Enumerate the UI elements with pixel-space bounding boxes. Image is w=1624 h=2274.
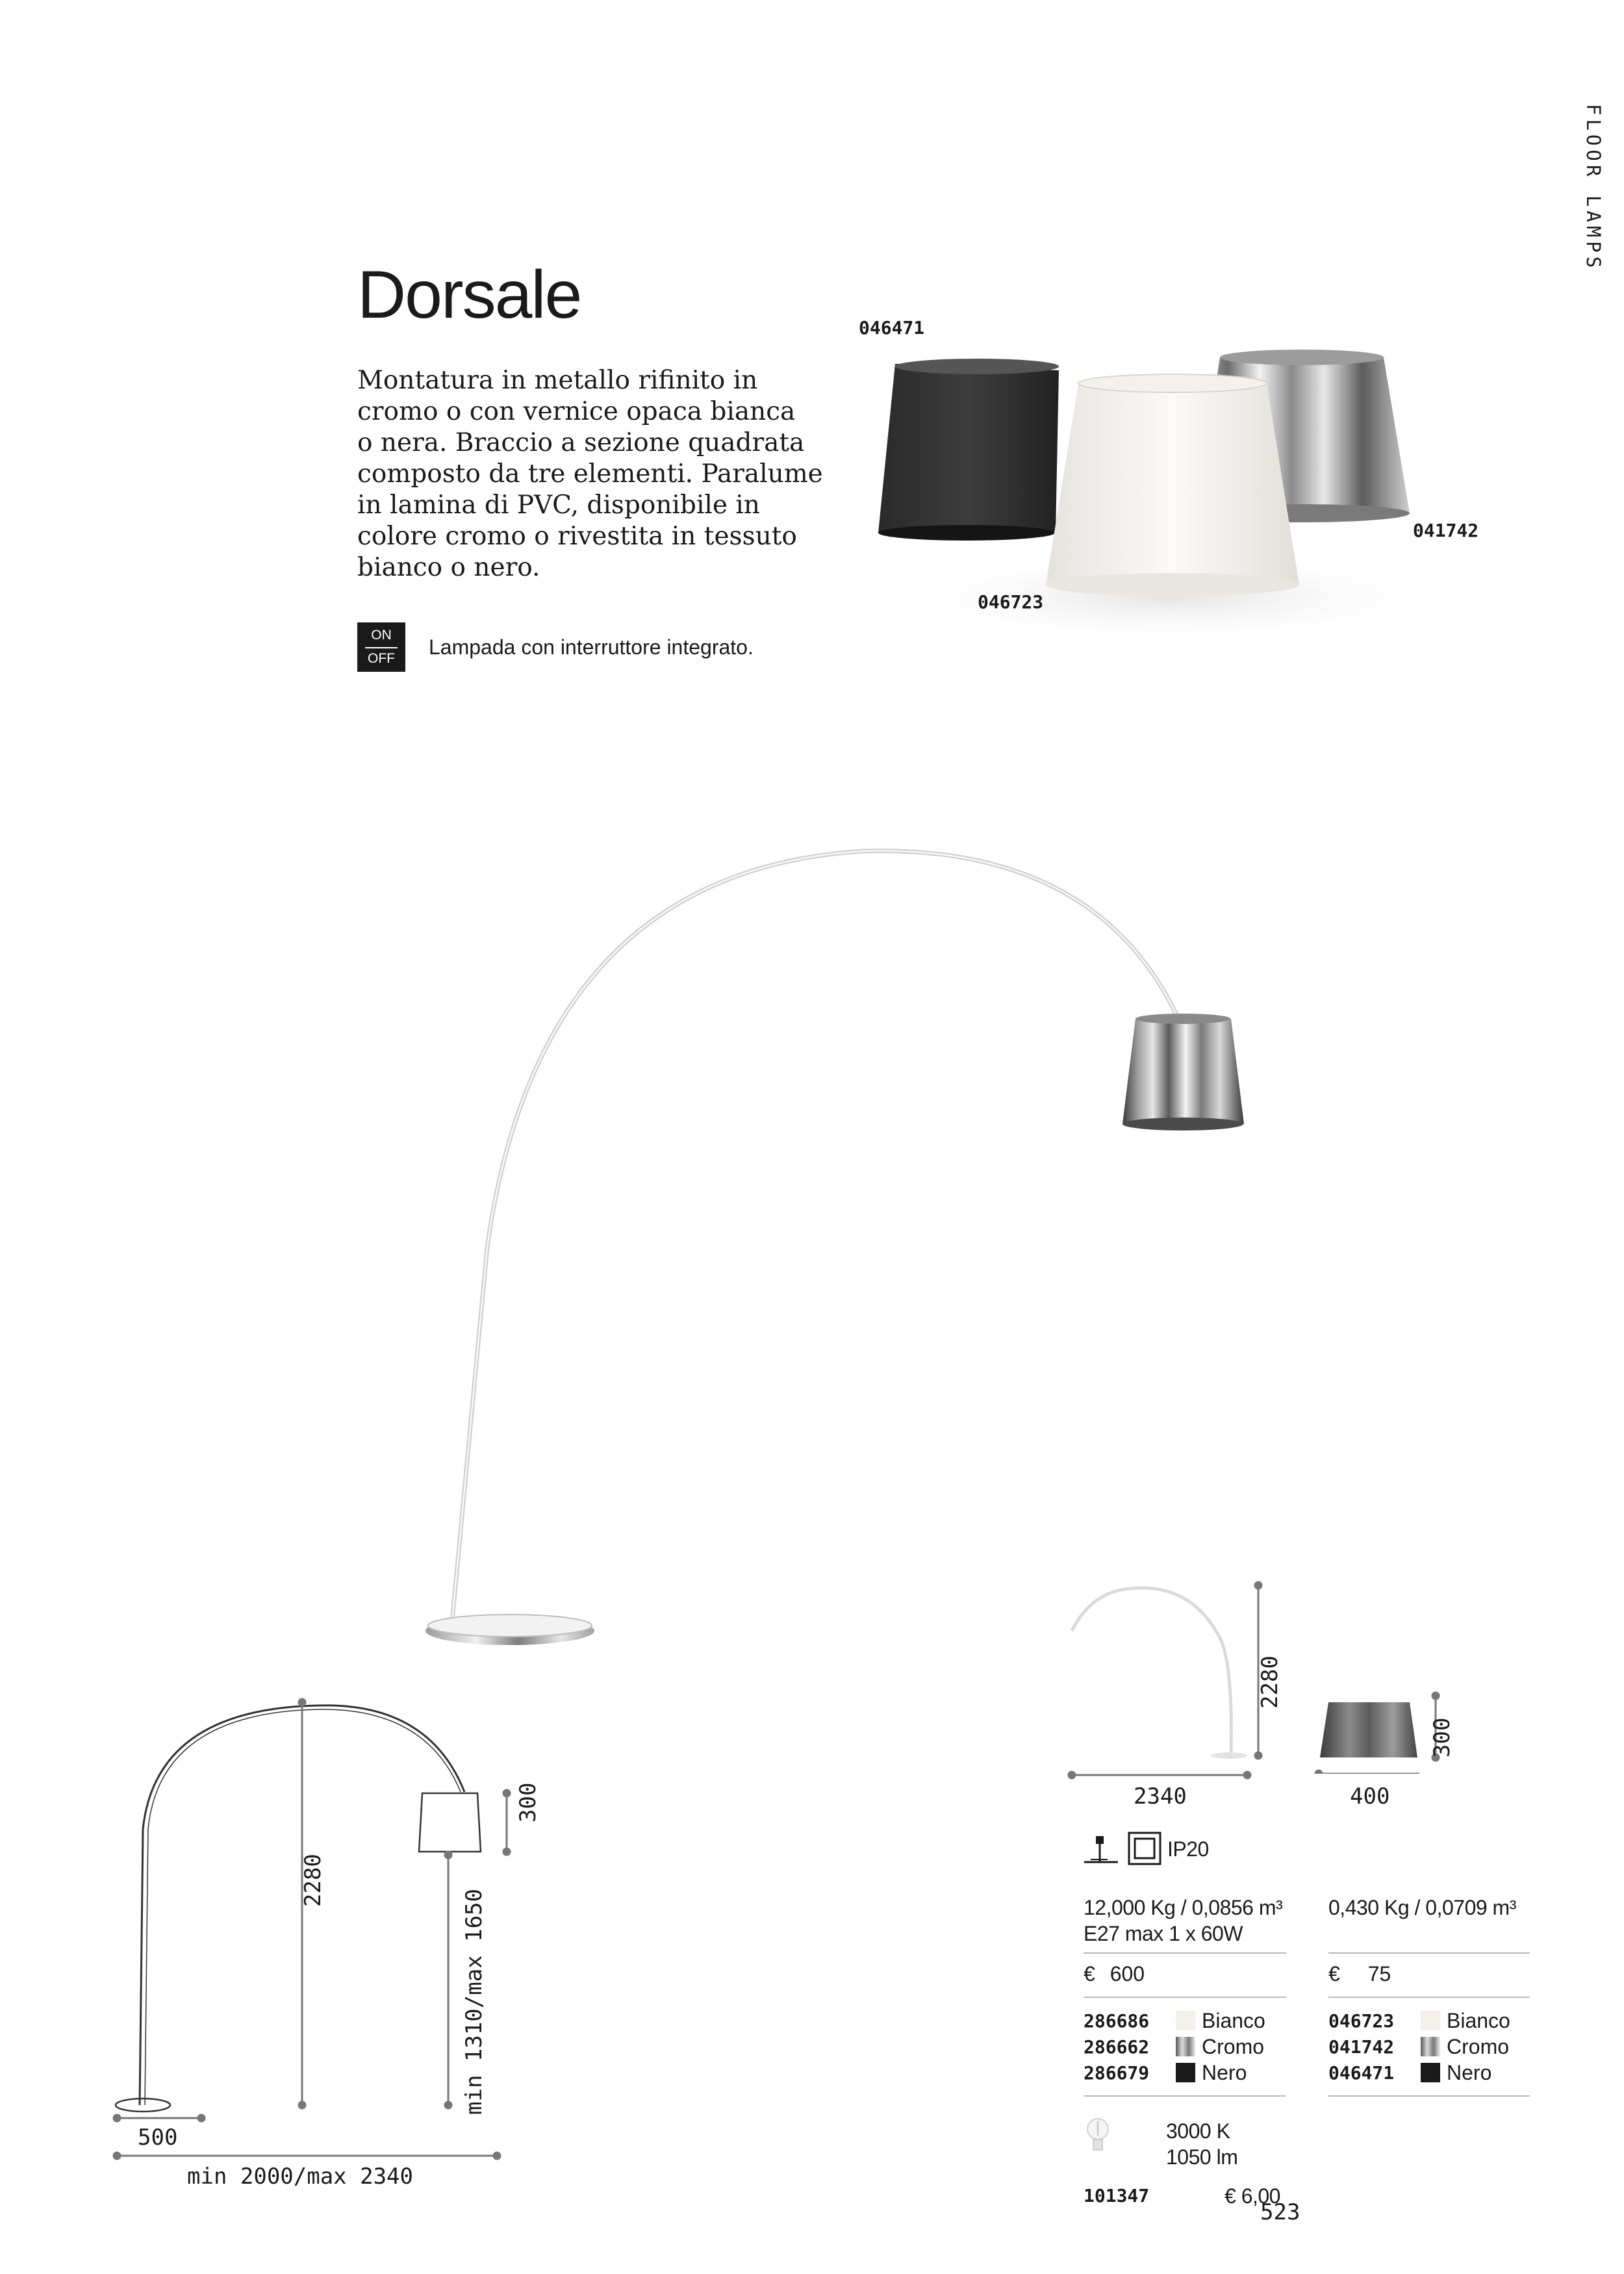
page-number: 523 <box>1260 2199 1300 2225</box>
photo-label-white: 046723 <box>978 591 1044 613</box>
variant-row <box>1084 2060 1247 2086</box>
variant-code: 286686 <box>1084 2010 1150 2032</box>
divider <box>1084 1952 1286 1954</box>
off-label: OFF <box>368 651 395 666</box>
price-value: 600 <box>1110 1962 1145 1986</box>
shade-weight-volume: 0,430 Kg / 0,0709 m³ <box>1328 1896 1516 1919</box>
variant-row <box>1328 2060 1491 2086</box>
product-title: Dorsale <box>357 257 581 333</box>
switch-description: Lampada con interruttore integrato. <box>429 635 754 659</box>
lamp-chrome-shade <box>1123 1014 1244 1131</box>
dim-height-label: 2280 <box>300 1854 326 1907</box>
lamp-arm <box>452 851 1179 1621</box>
lamp-thumbnail <box>1059 1572 1273 1780</box>
variant-code: 286662 <box>1084 2036 1150 2058</box>
variant-code: 046471 <box>1328 2062 1395 2084</box>
variant-code: 046723 <box>1328 2010 1395 2032</box>
on-off-switch-icon <box>357 622 405 672</box>
lamp-base <box>425 1615 594 1645</box>
thumb-width-label: 2340 <box>1134 1783 1187 1809</box>
variant-color-name: Bianco <box>1202 2008 1265 2032</box>
lamp-price <box>1084 1962 1145 1986</box>
divider <box>1328 1952 1530 1954</box>
currency-symbol: € <box>1084 1962 1095 1986</box>
description-line: composto da tre elementi. Paralume <box>357 459 823 489</box>
light-lumen: 1050 lm <box>1166 2145 1238 2169</box>
variant-code: 041742 <box>1328 2036 1395 2058</box>
thumb-shade-height-label: 300 <box>1429 1717 1455 1757</box>
black-shade-image <box>878 359 1059 541</box>
divider <box>1084 1997 1286 1998</box>
bulb-icon <box>1085 2115 1111 2160</box>
color-swatch-white <box>1176 2011 1195 2030</box>
variant-row <box>1328 2034 1509 2060</box>
color-swatch-chrome <box>1176 2037 1195 2056</box>
ip-rating: IP20 <box>1167 1837 1209 1861</box>
white-shade-image <box>1046 374 1299 596</box>
color-swatch-black <box>1176 2063 1195 2082</box>
dim-base-label: 500 <box>138 2125 178 2151</box>
product-description <box>357 365 825 583</box>
variant-code: 286679 <box>1084 2062 1150 2084</box>
dim-shade-label: 300 <box>515 1782 541 1822</box>
lamp-weight-volume: 12,000 Kg / 0,0856 m³ <box>1084 1896 1283 1919</box>
shade-price <box>1328 1962 1391 1986</box>
dim-arm-label: min 1310/max 1650 <box>461 1889 487 2115</box>
bulb-code: 101347 <box>1084 2185 1150 2206</box>
lamp-arm-highlight <box>452 851 1179 1621</box>
switch-divider <box>365 647 398 648</box>
divider <box>1328 1997 1530 1998</box>
variant-row <box>1084 2034 1264 2060</box>
description-line: colore cromo o rivestita in tessuto <box>357 522 797 551</box>
description-line: cromo o con vernice opaca bianca <box>357 397 796 426</box>
photo-label-black: 046471 <box>859 317 925 339</box>
lamp-bulb: E27 max 1 x 60W <box>1084 1922 1243 1945</box>
floor-lamp-image <box>390 825 1299 1670</box>
variant-color-name: Bianco <box>1447 2008 1510 2032</box>
thumb-height-label: 2280 <box>1257 1655 1283 1709</box>
insulation-class-icon <box>1127 1831 1162 1866</box>
description-line: bianco o nero. <box>357 553 540 582</box>
shades-photo <box>844 338 1494 643</box>
color-swatch-chrome <box>1421 2037 1440 2056</box>
thumb-shade-shape <box>1320 1702 1417 1757</box>
description-line: Montatura in metallo rifinito in <box>357 366 758 395</box>
on-label: ON <box>371 628 392 643</box>
divider <box>1328 2095 1530 2097</box>
thumb-shade-width-label: 400 <box>1350 1783 1390 1809</box>
bulb-price: € 6,00 <box>1224 2184 1280 2208</box>
thumb-arm <box>1072 1588 1231 1754</box>
variant-color-name: Nero <box>1447 2060 1492 2084</box>
color-swatch-black <box>1421 2063 1440 2082</box>
description-line: in lamina di PVC, disponibile in <box>357 491 760 520</box>
currency-symbol: € <box>1328 1962 1340 1986</box>
variant-row <box>1328 2008 1510 2034</box>
color-swatch-white <box>1421 2011 1440 2030</box>
description-line: o nera. Braccio a sezione quadrata <box>357 428 805 457</box>
drawing-base <box>116 2099 170 2112</box>
variant-color-name: Cromo <box>1447 2034 1510 2058</box>
dim-reach-label: min 2000/max 2340 <box>187 2164 413 2190</box>
price-value: 75 <box>1367 1962 1391 1986</box>
light-temperature: 3000 K <box>1166 2119 1230 2143</box>
drawing-shade <box>419 1793 481 1852</box>
variant-color-name: Cromo <box>1202 2034 1265 2058</box>
photo-label-chrome: 041742 <box>1413 520 1479 541</box>
variant-color-name: Nero <box>1202 2060 1247 2084</box>
floor-installation-icon <box>1082 1832 1121 1869</box>
section-label: FLOOR LAMPS <box>1582 104 1605 272</box>
divider <box>1084 2095 1286 2097</box>
thumb-base <box>1211 1752 1247 1759</box>
variant-row <box>1084 2008 1265 2034</box>
